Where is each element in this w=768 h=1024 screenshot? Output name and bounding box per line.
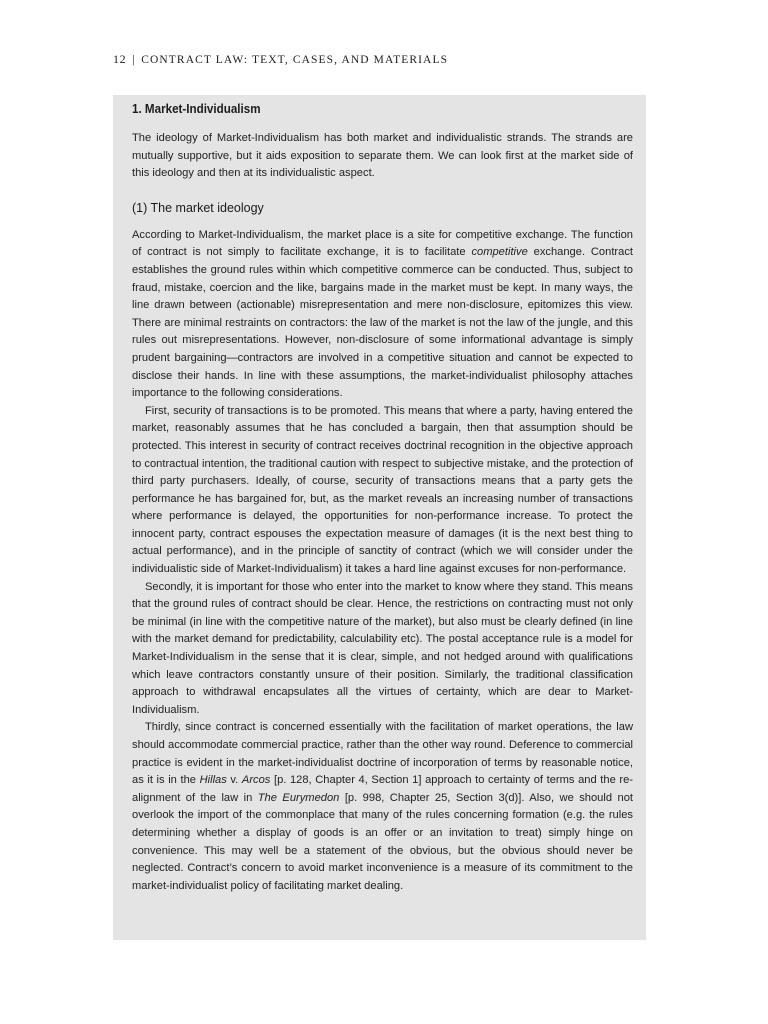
running-head — [113, 52, 448, 67]
case-name-hillas: Hillas — [199, 774, 227, 787]
shaded-text-box — [113, 95, 646, 940]
paragraph-second-clarity: Secondly, it is important for those who enter into the market to know where they stand. This means that the ground rules of contract should be clear. Hence, the restrictions on contracting must not only be minimal (in line with the competitive nature of the market), but also must be clearly defined (in line with the market demand for predictability, calculability etc). The postal acceptance rule is a model for Market-Individualism in the sense that it is clear, simple, and not hedged around with qualifications which leave contractors constantly unsure of their position. Similarly, the traditional classification approach to withdrawal encapsulates all the virtues of certainty, which are dear to Market-Individualism. — [132, 580, 633, 716]
paragraph-third-commercial-practice — [132, 719, 633, 895]
p1-text-a: According to Market-Individualism, the market place is a site for competitive exchange. The function of contract is not simply to facilitate exchange, it is to facilitate — [132, 228, 633, 259]
p4-text-b: v. — [226, 774, 242, 787]
header-separator: | — [132, 52, 136, 66]
p4-text-a: Thirdly, since contract is concerned essentially with the facilitation of market operations, the law should accommodate commercial practice, rather than the other way round. Deference to commercial practice is evident in the market-individualist doctrine of incorporation of terms by reasonable notice, as it is in the — [132, 721, 633, 787]
p1-italic: competitive — [471, 246, 528, 259]
case-name-arcos: Arcos — [241, 774, 271, 787]
paragraph-market-ideology — [132, 227, 633, 403]
p4-text-c: [p. 128, Chapter 4, Section 1] approach to certainty of terms and the re-alignment of the law in — [132, 774, 633, 804]
section-heading: 1. Market-Individualism — [132, 102, 261, 116]
p4-text-d: [p. 998, Chapter 25, Section 3(d)]. Also, we should not overlook the import of the commonplace that many of the rules concerning formation (e.g. the rules determining whether a display of goods is an offer or an invitation to treat) simply hinge on convenience. This may well be a statement of the obvious, but the obvious should never be neglected. Contract’s concern to avoid market inconvenience is a measure of its commitment to the market-individualist policy of facilitating market dealing. — [132, 791, 633, 892]
case-name-eurymedon: The Eurymedon — [257, 791, 340, 804]
intro-paragraph: The ideology of Market-Individualism has both market and individualistic strands. The strands are mutually supportive, but it aids exposition to separate them. We can look first at the market side of this ideology and then at its individualistic aspect. — [132, 132, 633, 180]
paragraph-first-security: First, security of transactions is to be promoted. This means that where a party, having entered the market, reasonably assumes that he has concluded a bargain, then that assumption should be protected. This interest in security of contract receives doctrinal recognition in the objective approach to contractual intention, the traditional caution with respect to subjective mistake, and the protection of third party purchasers. Ideally, of course, security of transactions means that a party gets the performance he has bargained for, but, as the market reveals an increasing number of transactions where performance is delayed, the opportunities for non-performance increase. To protect the innocent party, contract espouses the expectation measure of damages (it is the next best thing to actual performance), and in the principle of sanctity of contract (which we will consider under the individualistic side of Market-Individualism) it takes a hard line against excuses for non-performance. — [132, 404, 633, 576]
subsection-heading: (1) The market ideology — [132, 200, 264, 215]
book-title: CONTRACT LAW: TEXT, CASES, AND MATERIALS — [141, 54, 449, 66]
p1-text-b: exchange. Contract establishes the ground rules within which competitive commerce can be conducted. Thus, subject to fraud, mistake, coercion and the like, bargains made in the market must be kept. In many ways, the line drawn between (actionable) misrepresentation and mere non-disclosure, epitomizes this view. There are minimal restraints on contractors: the law of the market is not the law of the jungle, and this rules out misrepresentations. However, non-disclosure of some informational advantage is simply prudent bargaining—contractors are involved in a competitive situation and cannot be expected to disclose their hands. In line with these assumptions, the market-individualist philosophy attaches importance to the following considerations. — [132, 246, 633, 400]
page-number: 12 — [113, 52, 127, 66]
